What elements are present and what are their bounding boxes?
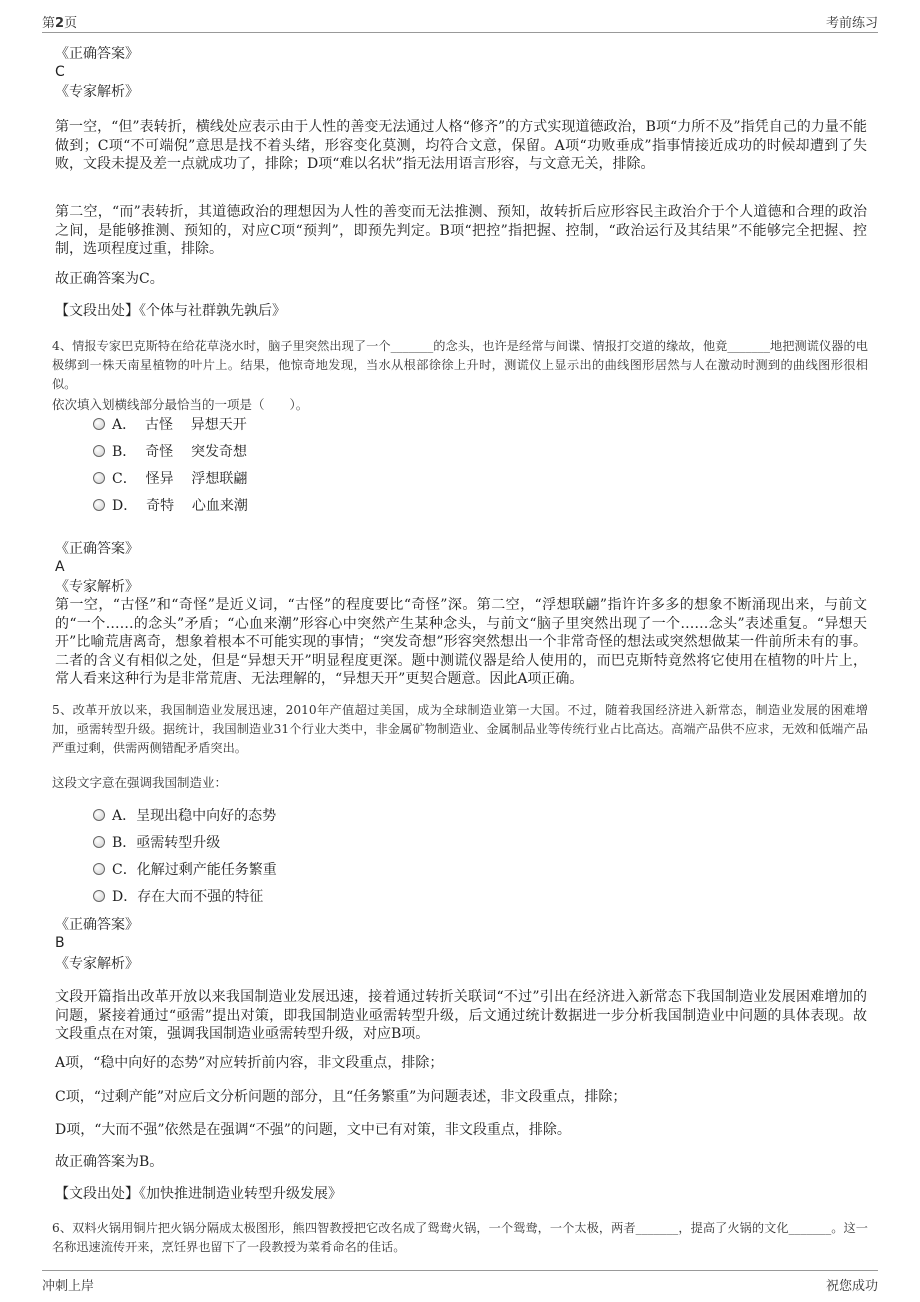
radio-icon[interactable] bbox=[93, 418, 105, 430]
option-b[interactable]: B．亟需转型升级 bbox=[93, 834, 220, 852]
question-stem: 5、改革开放以来，我国制造业发展迅速，2010年产值超过美国，成为全球制造业第一大国。不过，随着我国经济进入新常态，制造业发展的困难增加，亟需转型升级。据统计，我国制造业31个行业大类中，非金属矿物制造业、金属制品业等传统行业占比高达。高端产品供不应求，无效和低端产品严重过剩，供需两侧错配矛盾突出。 bbox=[52, 703, 868, 755]
footer-right-text: 祝您成功 bbox=[825, 1279, 878, 1294]
option-c[interactable]: C．化解过剩产能任务繁重 bbox=[93, 861, 277, 879]
analysis-title: 《专家解析》 bbox=[55, 84, 139, 100]
page-header bbox=[42, 12, 878, 33]
question-prompt: 依次填入划横线部分最恰当的一项是（ ）。 bbox=[52, 397, 309, 412]
radio-icon[interactable] bbox=[93, 472, 105, 484]
footer-left-text: 冲刺上岸 bbox=[42, 1279, 95, 1294]
answer-value: B bbox=[55, 935, 65, 951]
conclusion: 故正确答案为B。 bbox=[55, 1154, 164, 1170]
source-citation: 【文段出处】《加快推进制造业转型升级发展》 bbox=[55, 1186, 342, 1202]
source-citation: 【文段出处】《个体与社群孰先孰后》 bbox=[55, 303, 286, 319]
analysis-paragraph: D项，“大而不强”依然是在强调“不强”的问题，文中已有对策，非文段重点，排除。 bbox=[55, 1122, 571, 1138]
radio-icon[interactable] bbox=[93, 445, 105, 457]
answer-value: A bbox=[55, 559, 65, 575]
analysis-title: 《专家解析》 bbox=[55, 956, 139, 972]
analysis-paragraph: A项，“稳中向好的态势”对应转折前内容，非文段重点，排除； bbox=[55, 1055, 444, 1071]
analysis-paragraph: 第二空，“而”表转折，其道德政治的理想因为人性的善变而无法推测、预知，故转折后应形容民主政治介于个人道德和合理的政治之间，是能够推测、预知的，对应C项“预判”，即预先判定。B项“把控”指把握、控制，“政治运行及其结果”不能够完全把握、控制，选项程度过重，排除。 bbox=[55, 204, 867, 257]
radio-icon[interactable] bbox=[93, 836, 105, 848]
analysis-title: 《专家解析》 bbox=[55, 579, 139, 595]
radio-icon[interactable] bbox=[93, 863, 105, 875]
option-d[interactable]: D．存在大而不强的特征 bbox=[93, 888, 263, 906]
option-a[interactable]: A．呈现出稳中向好的态势 bbox=[93, 807, 276, 825]
answer-title: 《正确答案》 bbox=[55, 917, 139, 933]
conclusion: 故正确答案为C。 bbox=[55, 271, 164, 287]
analysis-paragraph: 第一空，“但”表转折，横线处应表示由于人性的善变无法通过人格“修齐”的方式实现道德政治，B项“力所不及”指凭自己的力量不能做到；C项“不可端倪”意思是找不着头绪，形容变化莫测，均符合文意，保留。A项“功败垂成”指事情接近成功的时候却遭到了失败，文段未提及差一点就成功了，排除；D项“难以名状”指无法用语言形容，与文意无关，排除。 bbox=[55, 119, 867, 172]
answer-title: 《正确答案》 bbox=[55, 541, 139, 557]
option-b[interactable]: B． 奇怪 突发奇想 bbox=[93, 443, 247, 461]
radio-icon[interactable] bbox=[93, 890, 105, 902]
question-stem: 4、情报专家巴克斯特在给花草浇水时，脑子里突然出现了一个_______的念头，也许是经常与间谍、情报打交道的缘故，他竟_______地把测谎仪器的电极绑到一株天南星植物的叶片上。结果，他惊奇地发现，当水从根部徐徐上升时，测谎仪上显示出的曲线图形居然与人在激动时测到的曲线图形很相似。 bbox=[52, 339, 868, 391]
analysis-paragraph: 文段开篇指出改革开放以来我国制造业发展迅速，接着通过转折关联词“不过”引出在经济进入新常态下我国制造业发展困难增加的问题，紧接着通过“亟需”提出对策，即我国制造业亟需转型升级，后文通过统计数据进一步分析我国制造业中问题的具体表现。故文段重点在对策，强调我国制造业亟需转型升级，对应B项。 bbox=[55, 989, 867, 1042]
answer-value: C bbox=[55, 64, 65, 80]
option-c[interactable]: C． 怪异 浮想联翩 bbox=[93, 470, 247, 488]
page-number: 第2页 bbox=[42, 16, 78, 31]
header-right-text: 考前练习 bbox=[825, 16, 878, 31]
question-prompt: 这段文字意在强调我国制造业： bbox=[52, 775, 228, 790]
radio-icon[interactable] bbox=[93, 499, 105, 511]
analysis-paragraph: 第一空，“古怪”和“奇怪”是近义词，“古怪”的程度要比“奇怪”深。第二空，“浮想联翩”指许许多多的想象不断涌现出来，与前文的“一个……的念头”矛盾；“心血来潮”形容心中突然产生某种念头，与前文“脑子里突然出现了一个……念头”表述重复。“异想天开”比喻荒唐离奇，想象着根本不可能实现的事情；“突发奇想”形容突然想出一个非常奇怪的想法或突然想做某一件前所未有的事。二者的含义有相似之处，但是“异想天开”明显程度更深。题中测谎仪器是给人使用的，而巴克斯特竟然将它使用在植物的叶片上，常人看来这种行为是非常荒唐、无法理解的，“异想天开”更契合题意。因此A项正确。 bbox=[55, 597, 867, 687]
option-a[interactable]: A． 古怪 异想天开 bbox=[93, 416, 247, 434]
answer-title: 《正确答案》 bbox=[55, 46, 139, 62]
radio-icon[interactable] bbox=[93, 809, 105, 821]
question-stem: 6、双料火锅用铜片把火锅分隔成太极图形，熊四智教授把它改名成了鸳鸯火锅，一个鸳鸯，一个太极，两者_______，提高了火锅的文化_______。这一名称迅速流传开来，烹饪界也留下了一段教授为菜肴命名的佳话。 bbox=[52, 1221, 868, 1254]
option-d[interactable]: D． 奇特 心血来潮 bbox=[93, 497, 248, 515]
analysis-paragraph: C项，“过剩产能”对应后文分析问题的部分，且“任务繁重”为问题表述，非文段重点，排除； bbox=[55, 1089, 627, 1105]
page-footer bbox=[42, 1270, 878, 1294]
